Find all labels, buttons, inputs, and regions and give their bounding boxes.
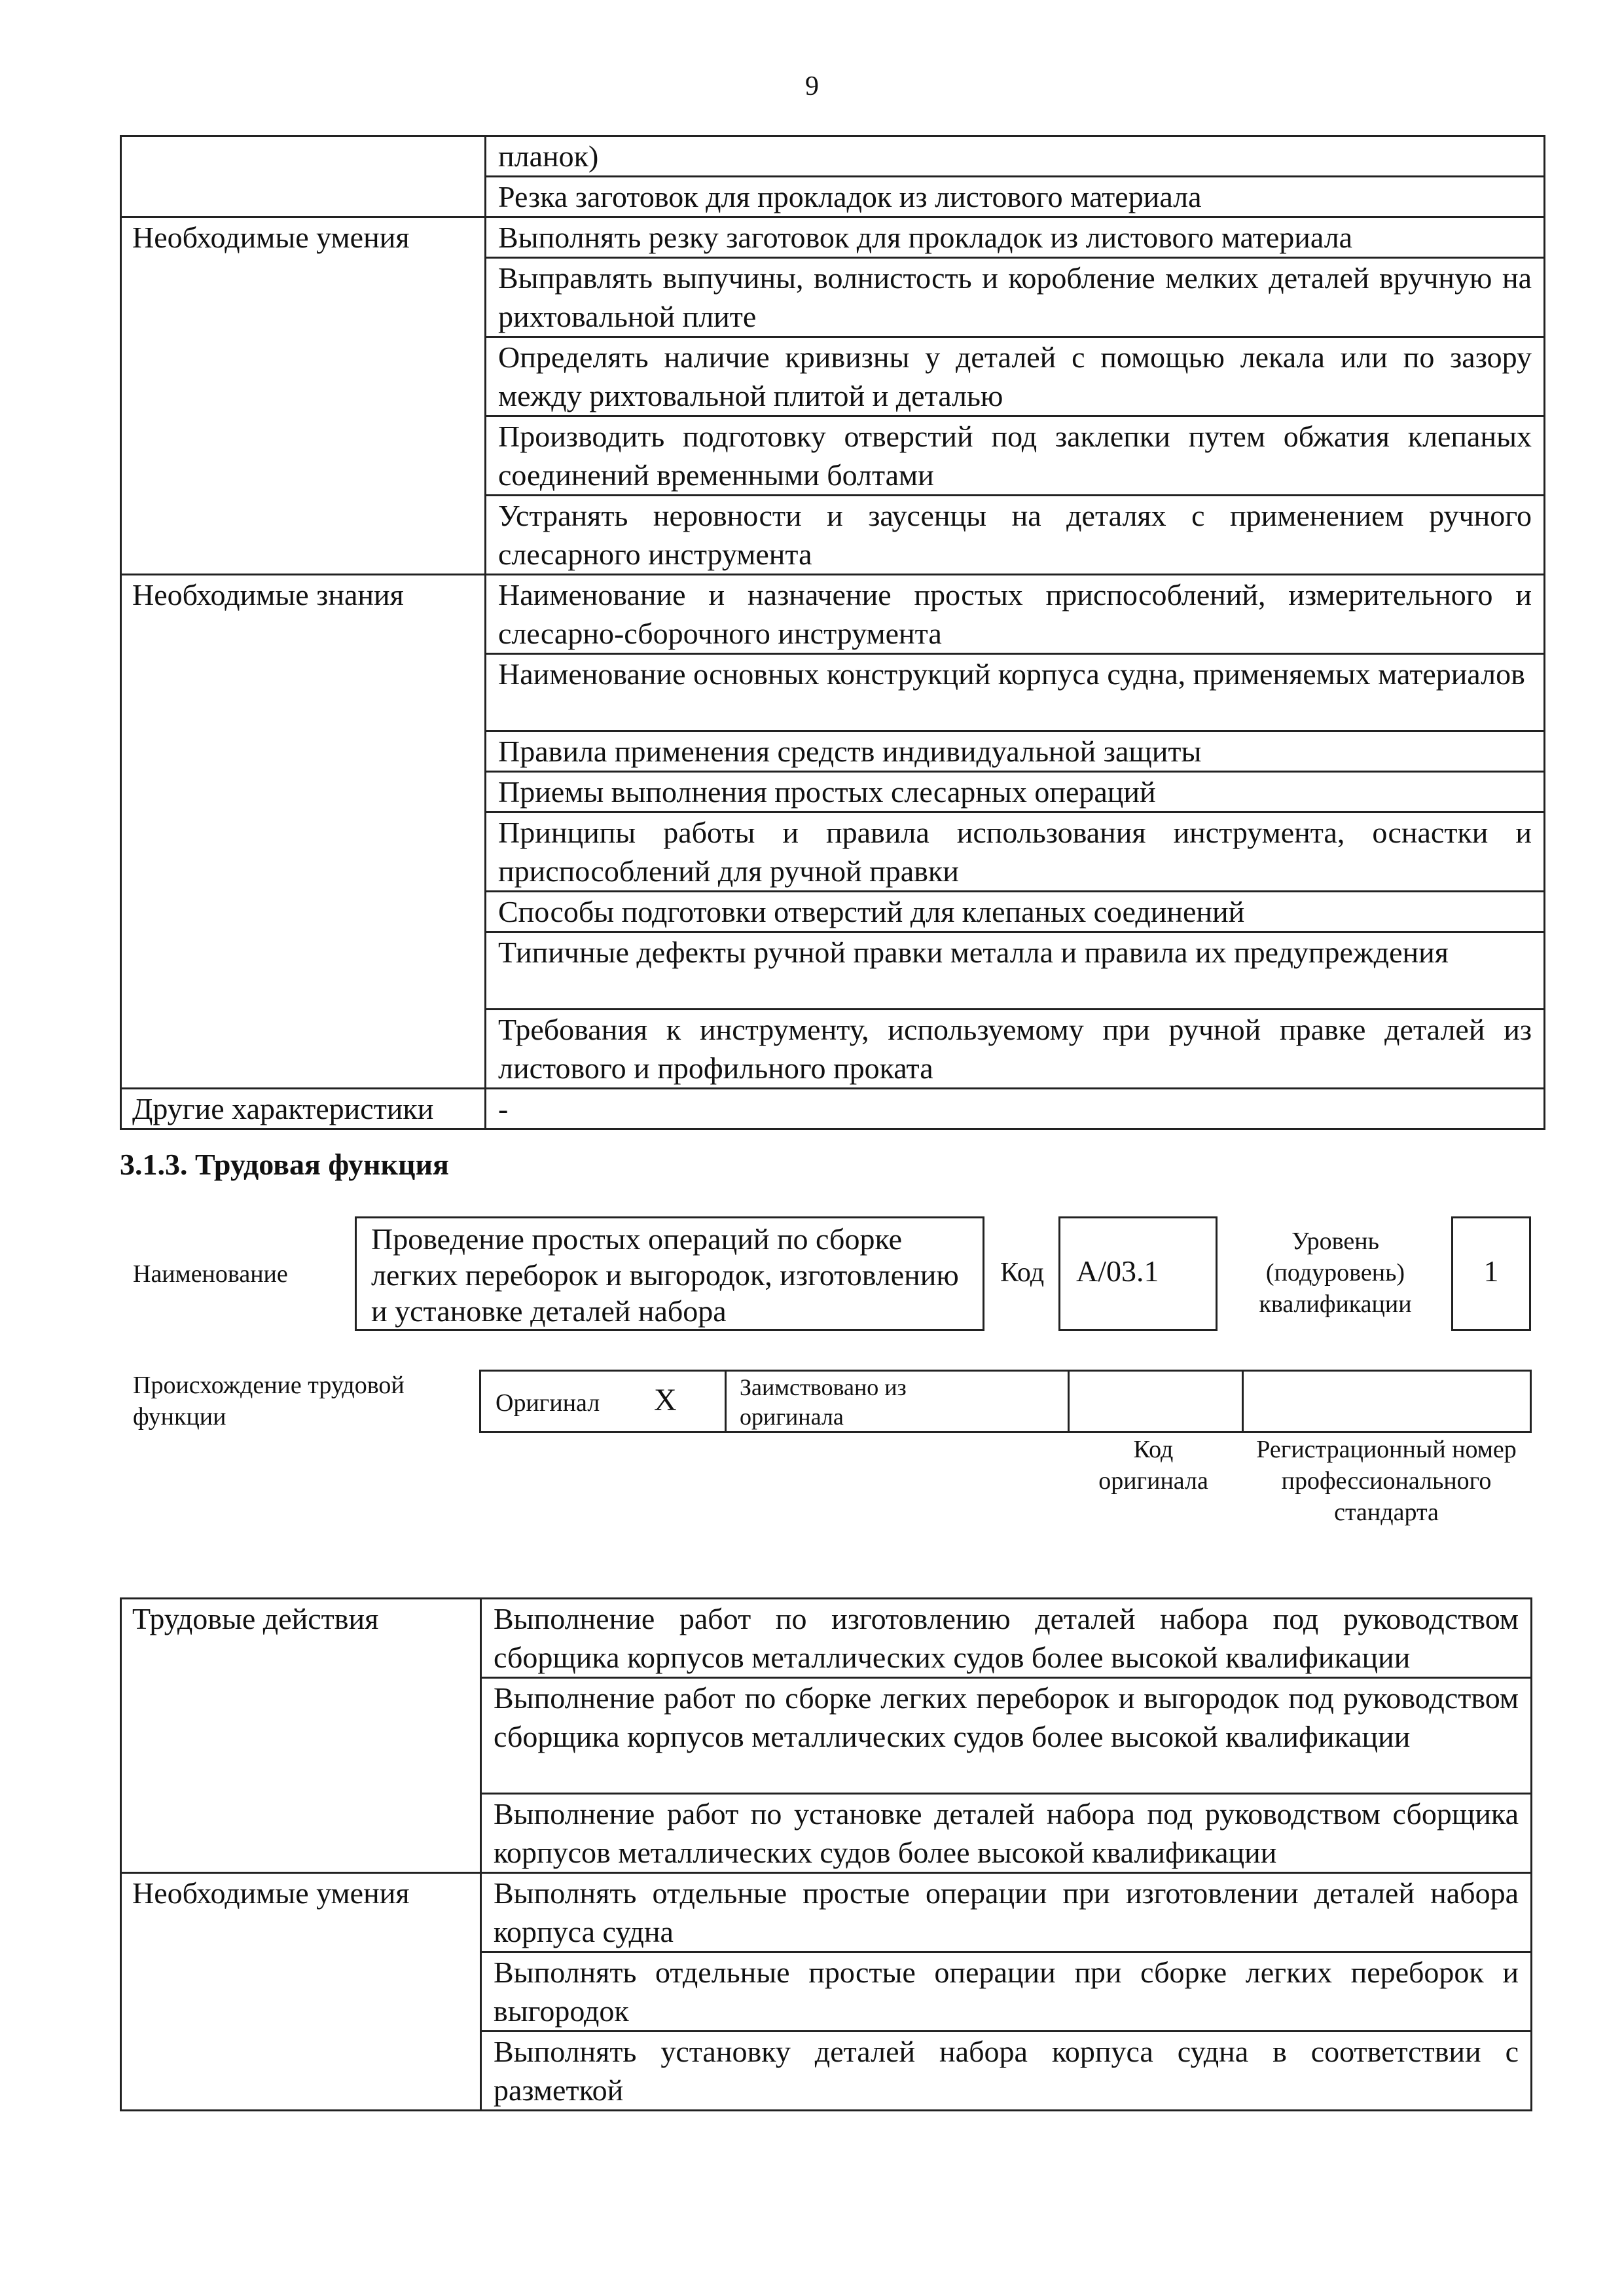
row-label-labor-actions: Трудовые действия — [121, 1599, 481, 1873]
table-cell: Выполнять отдельные простые операции при изготовлении деталей набора корпуса судна — [481, 1873, 1532, 1952]
row-label-other: Другие характеристики — [121, 1089, 486, 1129]
table-cell: Выправлять выпучины, волнистость и коробление мелких деталей вручную на рихтовальной плите — [486, 258, 1545, 337]
table-cell: Принципы работы и правила использования инструмента, оснастки и приспособлений для ручной правки — [486, 812, 1545, 892]
labor-actions-table — [120, 1597, 1532, 2111]
code-label: Код — [1000, 1258, 1045, 1288]
origin-cell-code — [1068, 1370, 1244, 1433]
origin-cell-original — [479, 1370, 727, 1433]
table-cell: Устранять неровности и заусенцы на деталях с применением ручного слесарного инструмента — [486, 496, 1545, 575]
origin-cell-borrowed — [725, 1370, 1070, 1433]
origin-label: Происхождение трудовой функции — [133, 1372, 405, 1430]
table-cell: - — [486, 1089, 1545, 1129]
table-cell: Правила применения средств индивидуальной защиты — [486, 731, 1545, 772]
table-cell: Выполнять резку заготовок для прокладок из листового материала — [486, 217, 1545, 258]
level-box — [1451, 1216, 1531, 1331]
level-value: 1 — [1483, 1254, 1499, 1288]
original-mark: X — [654, 1383, 677, 1417]
table-cell: Выполнение работ по сборке легких переборок и выгородок под руководством сборщика корпусов металлических судов более высокой квалификации — [481, 1678, 1532, 1794]
table-cell: Способы подготовки отверстий для клепаных соединений — [486, 892, 1545, 932]
borrowed-label: Заимствовано из оригинала — [740, 1374, 907, 1430]
function-name-box — [355, 1216, 984, 1331]
row-label-required-skills: Необходимые умения — [121, 217, 486, 575]
skills-knowledge-table — [120, 135, 1545, 1130]
table-cell: Выполнение работ по изготовлению деталей набора под руководством сборщика корпусов металлических судов более высокой квалификации — [481, 1599, 1532, 1678]
function-name-value: Проведение простых операций по сборке легких переборок и выгородок, изготовлению и установке деталей набора — [371, 1222, 959, 1328]
table-cell: Наименование и назначение простых приспособлений, измерительного и слесарно-сборочного инструмента — [486, 575, 1545, 654]
table-cell: Требования к инструменту, используемому при ручной правке деталей из листового и профильного проката — [486, 1010, 1545, 1089]
table-cell: Резка заготовок для прокладок из листового материала — [486, 177, 1545, 217]
row-label-required-skills: Необходимые умения — [121, 1873, 481, 2111]
table-cell: Приемы выполнения простых слесарных операций — [486, 772, 1545, 812]
table-label-cell — [121, 136, 486, 217]
table-cell: Производить подготовку отверстий под заклепки путем обжатия клепаных соединений временными болтами — [486, 416, 1545, 496]
page-number: 9 — [805, 71, 819, 101]
code-box — [1058, 1216, 1218, 1331]
code-value: А/03.1 — [1076, 1254, 1159, 1288]
table-cell: Определять наличие кривизны у деталей с помощью лекала или по зазору между рихтовальной плитой и деталью — [486, 337, 1545, 416]
table-cell: Наименование основных конструкций корпуса судна, применяемых материалов — [486, 654, 1545, 731]
row-label-required-knowledge: Необходимые знания — [121, 575, 486, 1089]
table-cell: Выполнять установку деталей набора корпуса судна в соответствии с разметкой — [481, 2032, 1532, 2111]
code-original-caption: Код оригинала — [1098, 1436, 1208, 1495]
table-cell: Типичные дефекты ручной правки металла и правила их предупреждения — [486, 932, 1545, 1010]
table-cell: планок) — [486, 136, 1545, 177]
level-label: Уровень (подуровень) квалификации — [1259, 1228, 1412, 1318]
reg-number-caption: Регистрационный номер профессионального стандарта — [1256, 1436, 1517, 1526]
table-cell: Выполнение работ по установке деталей набора под руководством сборщика корпусов металлических судов более высокой квалификации — [481, 1794, 1532, 1873]
name-label: Наименование — [133, 1260, 288, 1288]
section-heading: 3.1.3. Трудовая функция — [120, 1148, 449, 1181]
table-cell: Выполнять отдельные простые операции при сборке легких переборок и выгородок — [481, 1952, 1532, 2032]
original-label: Оригинал — [496, 1389, 600, 1417]
